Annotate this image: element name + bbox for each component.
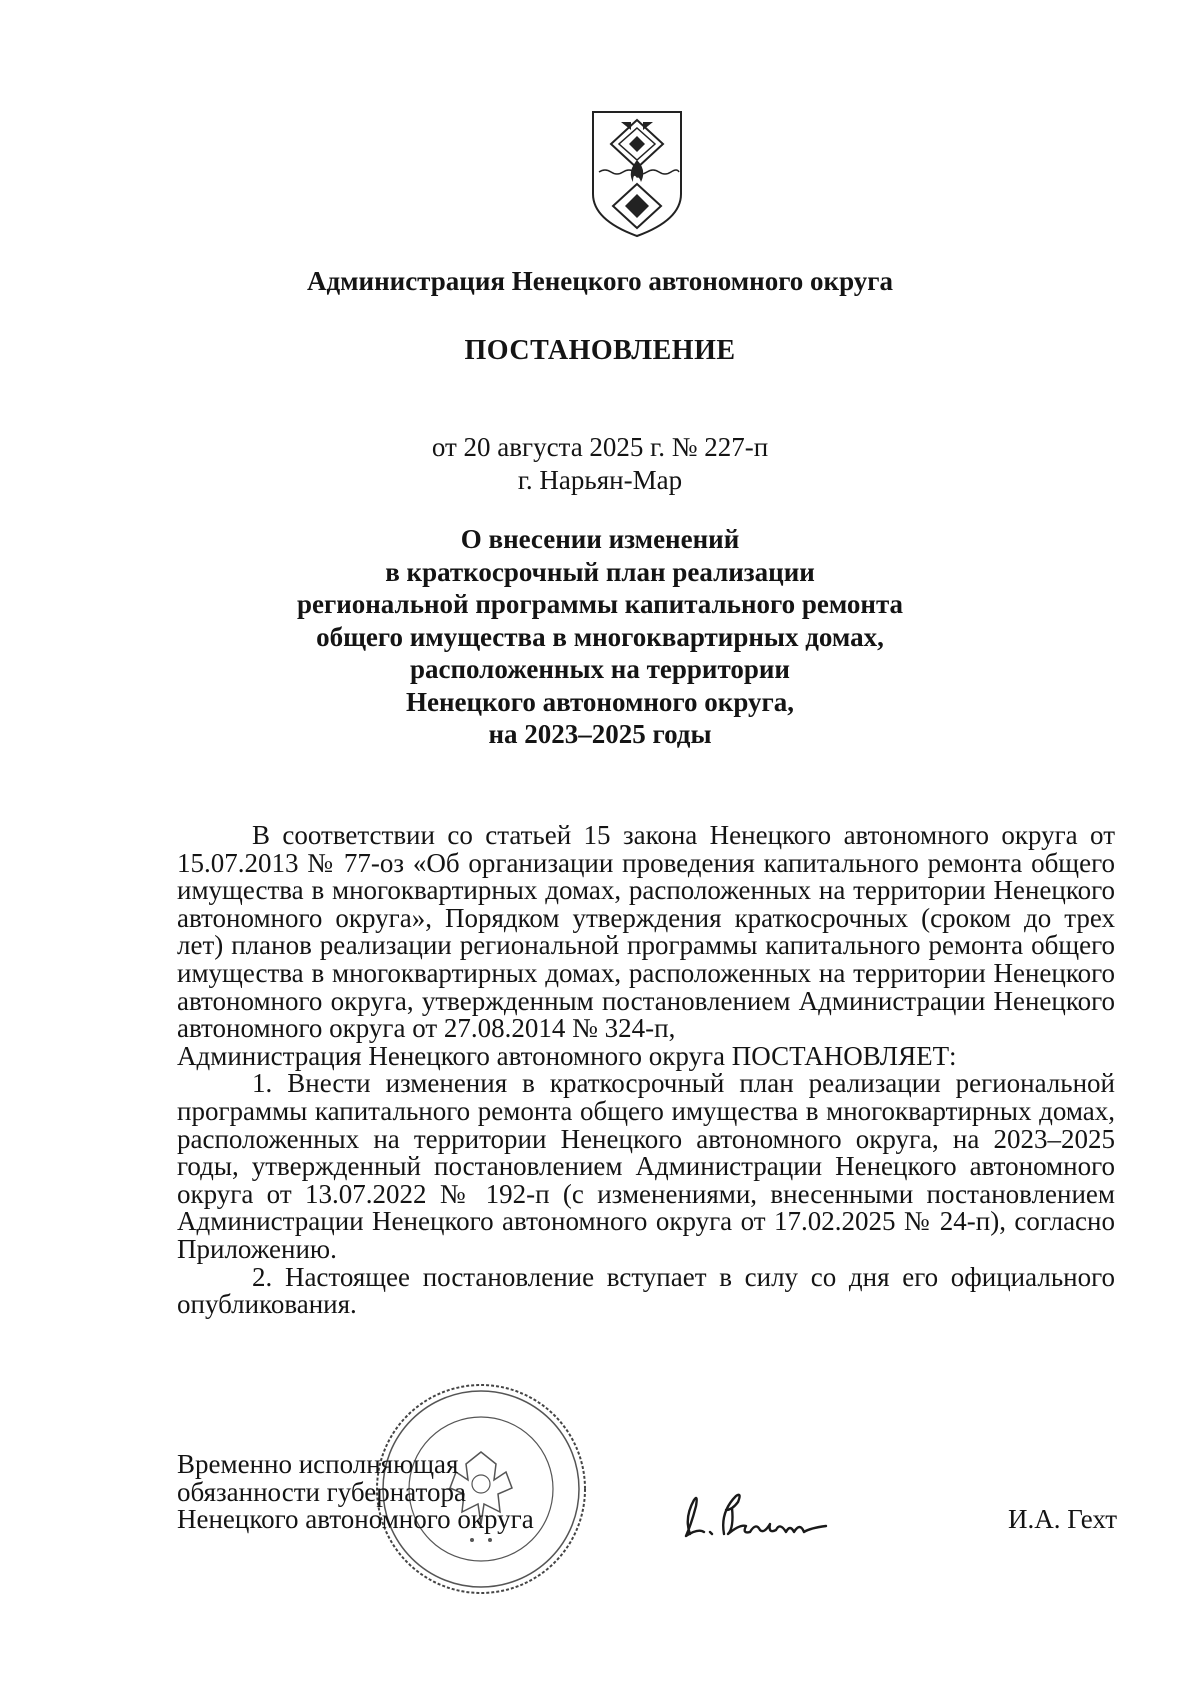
subject-line: О внесении изменений [460, 524, 740, 554]
document-city: г. Нарьян-Мар [517, 465, 683, 495]
resolution-item-1: 1. Внести изменения в краткосрочный план реализации региональной программы капитального ремонта общего имущества в многоквартирных домах, расположенных на территории Ненецкого автономного округа, на 2023–2025 годы, утвержденный постановлением Администрации Ненецкого автономного округа от 13.07.2022 № 192-п (с изменениями, внесенными постановлением Администрации Ненецкого автономного округа от 17.02.2025 № 24-п), согласно Приложению. [177, 1068, 1115, 1264]
signatory-position-line: Ненецкого автономного округа [177, 1504, 534, 1535]
preamble-closing: Администрация Ненецкого автономного округа ПОСТАНОВЛЯЕТ: [177, 1040, 957, 1071]
coat-of-arms-icon [591, 110, 683, 238]
preamble-paragraph: В соответствии со статьей 15 закона Ненецкого автономного округа от 15.07.2013 № 77-оз «Об организации проведения капитального ремонта общего имущества в многоквартирных домах, расположенных на территории Ненецкого автономного округа», Порядком утверждения краткосрочных (сроком до трех лет) планов реализации региональной программы капитального ремонта общего имущества в многоквартирных домах, расположенных на территории Ненецкого автономного округа, утвержденным постановлением Администрации Ненецкого автономного округа от 27.08.2014 № 324-п, [177, 820, 1115, 1044]
signatory-position [177, 1451, 534, 1534]
organization-name: Администрация Ненецкого автономного округа [306, 266, 894, 296]
handwritten-signature-icon [676, 1488, 831, 1548]
subject-line: на 2023–2025 годы [488, 719, 712, 749]
signer-name: И.А. Гехт [1008, 1504, 1118, 1534]
document-subject [200, 523, 1000, 751]
subject-line: расположенных на территории [409, 654, 790, 684]
document-type: ПОСТАНОВЛЕНИЕ [464, 335, 736, 366]
signatory-position-line: обязанности губернатора [177, 1476, 466, 1507]
subject-line: Ненецкого автономного округа, [406, 686, 794, 717]
subject-line: общего имущества в многоквартирных домах, [316, 621, 884, 652]
document-body [177, 822, 1115, 1319]
resolution-item-2: 2. Настоящее постановление вступает в силу со дня его официального опубликования. [177, 1261, 1115, 1320]
subject-line: региональной программы капитального ремонта [296, 589, 904, 619]
subject-line: в краткосрочный план реализации [385, 556, 815, 587]
document-date-number: от 20 августа 2025 г. № 227-п [431, 432, 769, 462]
signatory-position-line: Временно исполняющая [177, 1449, 459, 1479]
